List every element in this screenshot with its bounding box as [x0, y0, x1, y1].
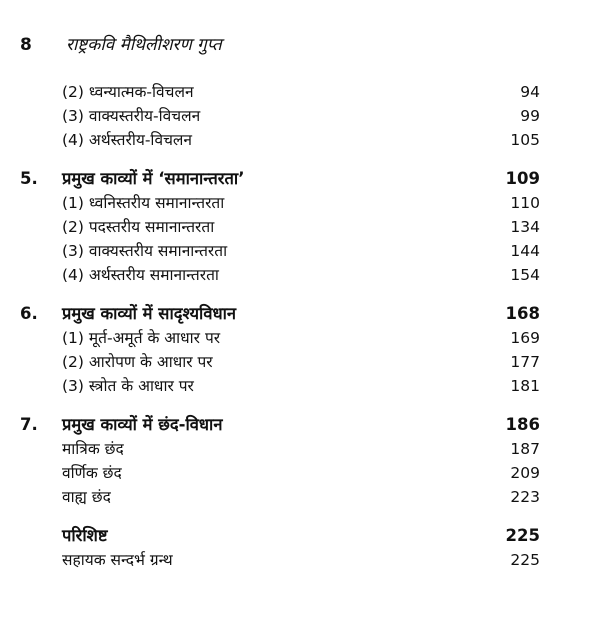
- toc-entry-label: (4) अर्थस्तरीय समानान्तरता: [62, 266, 219, 284]
- toc-entry: [20, 326, 540, 350]
- toc-entry-page: 94: [520, 83, 540, 101]
- page-number: 8: [20, 35, 32, 55]
- toc-entry-page: 110: [510, 194, 540, 212]
- toc-entry-label: (4) अर्थस्तरीय-विचलन: [62, 131, 193, 149]
- book-title: राष्ट्रकवि मैथिलीशरण गुप्त: [66, 35, 222, 55]
- toc-entry: [20, 263, 540, 287]
- toc-entry-label: (3) वाक्यस्तरीय-विचलन: [62, 107, 201, 125]
- toc-entry-label: (1) ध्वनिस्तरीय समानान्तरता: [62, 194, 225, 212]
- toc-entry-page: 154: [510, 266, 540, 284]
- toc-chapter: [20, 412, 540, 437]
- toc-entry-page: 177: [510, 353, 540, 371]
- chapter-number: 7.: [20, 415, 38, 434]
- chapter-title: प्रमुख काव्यों में ‘समानान्तरता’: [62, 169, 245, 188]
- toc-entry-page: 105: [510, 131, 540, 149]
- toc-chapter: [20, 166, 540, 191]
- toc-entry-page: 223: [510, 488, 540, 506]
- toc-entry-page: 144: [510, 242, 540, 260]
- chapter-title: प्रमुख काव्यों में छंद-विधान: [62, 415, 223, 434]
- toc-entry-page: 169: [510, 329, 540, 347]
- toc-entry-page: 99: [520, 107, 540, 125]
- running-header: [20, 32, 222, 55]
- toc-entry: [20, 350, 540, 374]
- chapter-page: 186: [505, 415, 540, 434]
- toc-entry-label: वाह्य छंद: [62, 488, 111, 506]
- toc-entry-label: वर्णिक छंद: [62, 464, 122, 482]
- toc-entry: [20, 374, 540, 398]
- toc-chapter: [20, 523, 540, 548]
- toc-entry: [20, 104, 540, 128]
- toc-entry-page: 209: [510, 464, 540, 482]
- toc-entry-label: मात्रिक छंद: [62, 440, 124, 458]
- toc-chapter: [20, 301, 540, 326]
- toc-entry-label: (2) पदस्तरीय समानान्तरता: [62, 218, 215, 236]
- toc-entry: [20, 128, 540, 152]
- toc-entry: [20, 485, 540, 509]
- chapter-page: 168: [505, 304, 540, 323]
- toc-entry-page: 187: [510, 440, 540, 458]
- toc-entry: [20, 461, 540, 485]
- toc-entry-label: (2) ध्वन्यात्मक-विचलन: [62, 83, 194, 101]
- toc-entry-label: सहायक सन्दर्भ ग्रन्थ: [62, 551, 173, 569]
- chapter-number: 6.: [20, 304, 38, 323]
- toc-entry-page: 134: [510, 218, 540, 236]
- table-of-contents: [20, 80, 540, 572]
- toc-entry: [20, 548, 540, 572]
- toc-entry-page: 181: [510, 377, 540, 395]
- toc-entry-label: (3) वाक्यस्तरीय समानान्तरता: [62, 242, 228, 260]
- toc-entry: [20, 239, 540, 263]
- chapter-page: 109: [505, 169, 540, 188]
- chapter-number: 5.: [20, 169, 38, 188]
- chapter-title: प्रमुख काव्यों में सादृश्यविधान: [62, 304, 237, 323]
- toc-entry-label: (3) स्त्रोत के आधार पर: [62, 377, 194, 395]
- toc-entry: [20, 437, 540, 461]
- toc-entry-label: (2) आरोपण के आधार पर: [62, 353, 213, 371]
- toc-entry: [20, 215, 540, 239]
- chapter-title: परिशिष्ट: [62, 526, 108, 545]
- toc-entry-label: (1) मूर्त-अमूर्त के आधार पर: [62, 329, 221, 347]
- toc-entry: [20, 191, 540, 215]
- toc-entry-page: 225: [510, 551, 540, 569]
- chapter-page: 225: [505, 526, 540, 545]
- toc-entry: [20, 80, 540, 104]
